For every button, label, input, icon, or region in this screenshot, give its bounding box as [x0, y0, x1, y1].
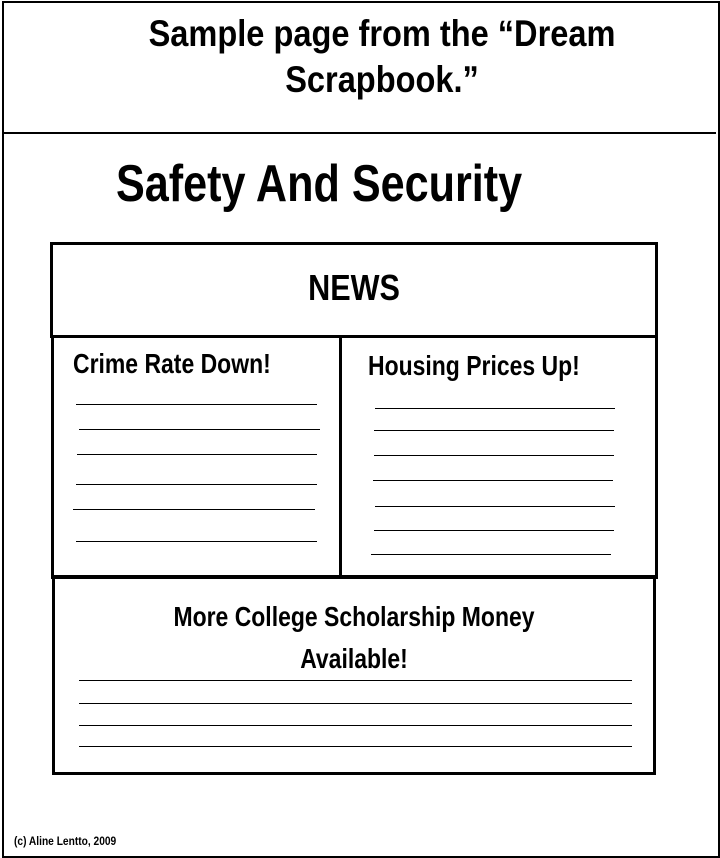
writing-line [79, 429, 320, 430]
writing-line [73, 509, 315, 510]
writing-line [77, 454, 317, 455]
news-title: NEWS [308, 267, 400, 308]
news-header-box [50, 242, 658, 338]
story-headline-line-2: Available! [300, 643, 408, 674]
writing-line [79, 703, 632, 704]
copyright-note: (c) Aline Lentto, 2009 [14, 834, 117, 848]
writing-line [373, 480, 613, 481]
story-headline: Housing Prices Up! [368, 350, 580, 381]
writing-line [79, 725, 632, 726]
writing-line [374, 530, 614, 531]
header-box [2, 1, 716, 134]
writing-line [79, 680, 632, 681]
writing-line [371, 554, 611, 555]
story-headline [55, 596, 653, 680]
story-housing-prices [339, 335, 658, 579]
story-crime-rate [51, 335, 342, 579]
writing-line [76, 484, 317, 485]
writing-line [374, 430, 614, 431]
writing-line [76, 404, 317, 405]
story-headline: Crime Rate Down! [73, 348, 271, 379]
section-title: Safety And Security [116, 155, 523, 213]
header-title: Sample page from the “Dream Scrapbook.” [148, 13, 616, 100]
story-scholarship [52, 575, 656, 775]
writing-line [374, 455, 614, 456]
writing-line [76, 541, 317, 542]
story-headline-line-1: More College Scholarship Money [173, 601, 535, 632]
writing-line [375, 408, 615, 409]
writing-line [79, 746, 632, 747]
writing-line [375, 506, 615, 507]
